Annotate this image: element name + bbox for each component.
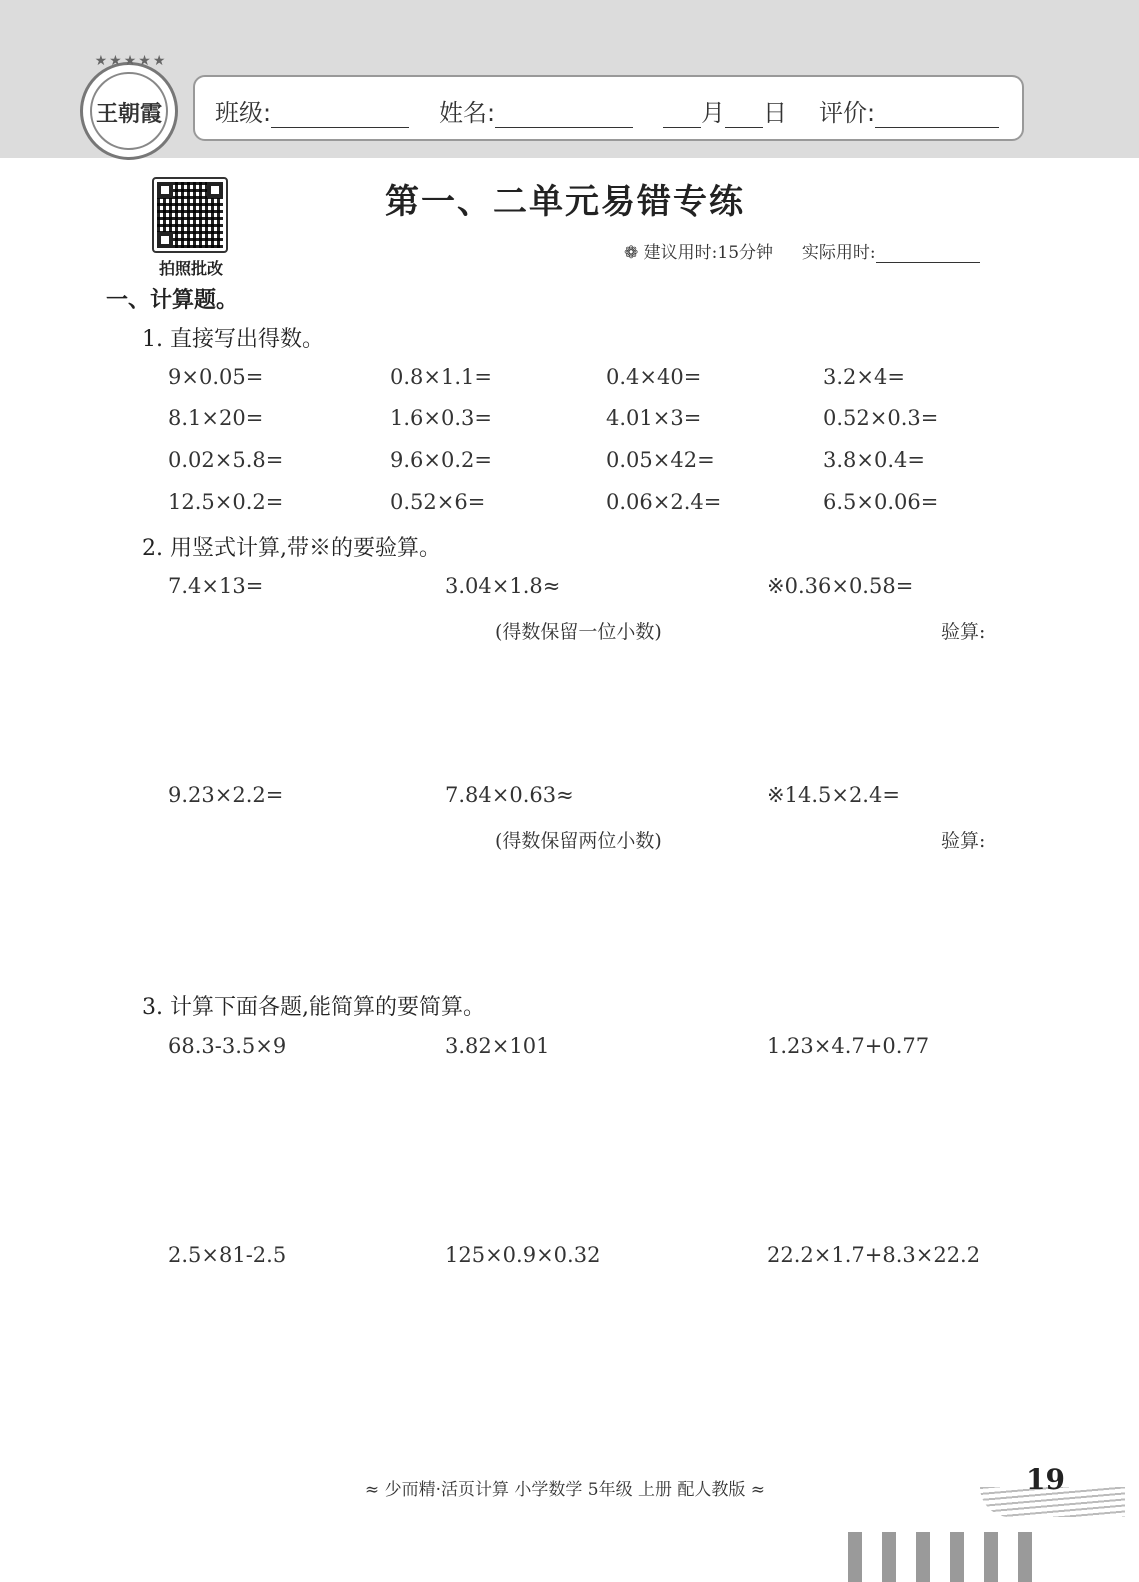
- check-label: 验算:: [941, 830, 986, 852]
- check-label: 验算:: [941, 621, 986, 643]
- class-blank[interactable]: [271, 101, 409, 128]
- rating-blank[interactable]: [875, 101, 999, 128]
- edge-bar: [950, 1532, 964, 1582]
- name-blank[interactable]: [495, 101, 633, 128]
- page-number: 19: [1026, 1463, 1065, 1496]
- q1-expr: 8.1×20=: [168, 406, 264, 430]
- question-1-title: 1. 直接写出得数。: [142, 327, 324, 352]
- q1-expr: 3.8×0.4=: [823, 448, 925, 472]
- name-field[interactable]: [439, 93, 633, 128]
- q1-expr: 6.5×0.06=: [823, 490, 939, 514]
- clock-icon: ❁: [624, 243, 639, 263]
- question-3-title: 3. 计算下面各题,能简算的要简算。: [142, 995, 485, 1020]
- edge-bar: [882, 1532, 896, 1582]
- q1-expr: 0.02×5.8=: [168, 448, 284, 472]
- q1-expr: 9×0.05=: [168, 365, 264, 389]
- q1-expr: 1.6×0.3=: [390, 406, 492, 430]
- time-line: [624, 238, 980, 263]
- qr-finder: [157, 232, 173, 248]
- class-field[interactable]: [215, 93, 409, 128]
- q3-expr: 68.3-3.5×9: [168, 1034, 287, 1058]
- student-info-box: [193, 75, 1024, 141]
- month-label: 月: [701, 99, 725, 127]
- q3-expr: 125×0.9×0.32: [445, 1243, 601, 1267]
- brand-logo: [80, 53, 178, 160]
- edge-bar: [984, 1532, 998, 1582]
- q2-expr: 7.84×0.63≈: [445, 783, 574, 807]
- q2-expr: 7.4×13=: [168, 574, 264, 598]
- qr-finder: [207, 182, 223, 198]
- actual-time-blank[interactable]: [876, 242, 980, 263]
- q3-expr: 2.5×81-2.5: [168, 1243, 287, 1267]
- q1-expr: 3.2×4=: [823, 365, 905, 389]
- suggested-time: 建议用时:15分钟: [643, 243, 774, 263]
- day-label: 日: [763, 99, 787, 127]
- rounding-note: (得数保留两位小数): [495, 830, 662, 852]
- edge-bar: [848, 1532, 862, 1582]
- q1-expr: 0.52×0.3=: [823, 406, 939, 430]
- edge-bar: [1018, 1532, 1032, 1582]
- q1-expr: 0.06×2.4=: [606, 490, 722, 514]
- day-blank[interactable]: [725, 101, 763, 128]
- rating-field[interactable]: [819, 93, 999, 128]
- question-2-title: 2. 用竖式计算,带※的要验算。: [142, 536, 441, 561]
- q2-expr: 3.04×1.8≈: [445, 574, 561, 598]
- actual-time-label: 实际用时:: [801, 243, 876, 263]
- q1-expr: 0.8×1.1=: [390, 365, 492, 389]
- rating-label: 评价:: [819, 99, 876, 127]
- q2-expr: 9.23×2.2=: [168, 783, 284, 807]
- q3-expr: 3.82×101: [445, 1034, 550, 1058]
- q3-expr: 22.2×1.7+8.3×22.2: [767, 1243, 981, 1267]
- name-label: 姓名:: [439, 99, 496, 127]
- qr-pattern: [157, 182, 223, 248]
- section-title: 一、计算题。: [106, 288, 239, 313]
- qr-label: 拍照批改: [158, 259, 223, 278]
- q1-expr: 0.52×6=: [390, 490, 486, 514]
- edge-bar: [916, 1532, 930, 1582]
- qr-finder: [157, 182, 173, 198]
- class-label: 班级:: [215, 99, 272, 127]
- q1-expr: 0.4×40=: [606, 365, 702, 389]
- month-blank[interactable]: [663, 101, 701, 128]
- logo-text: 王朝霞: [95, 101, 162, 127]
- page-title: 第一、二单元易错专练: [385, 182, 745, 222]
- q1-expr: 12.5×0.2=: [168, 490, 284, 514]
- stars-icon: ★★★★★: [94, 53, 168, 69]
- rounding-note: (得数保留一位小数): [495, 621, 662, 643]
- footer-series: ≈ 少而精·活页计算 小学数学 5年级 上册 配人教版 ≈: [364, 1480, 766, 1500]
- date-field[interactable]: [663, 93, 787, 128]
- q2-expr: ※0.36×0.58=: [767, 574, 914, 598]
- q1-expr: 9.6×0.2=: [390, 448, 492, 472]
- q1-expr: 4.01×3=: [606, 406, 702, 430]
- q1-expr: 0.05×42=: [606, 448, 715, 472]
- q2-expr: ※14.5×2.4=: [767, 783, 900, 807]
- q3-expr: 1.23×4.7+0.77: [767, 1034, 930, 1058]
- qr-code-icon[interactable]: [152, 177, 228, 253]
